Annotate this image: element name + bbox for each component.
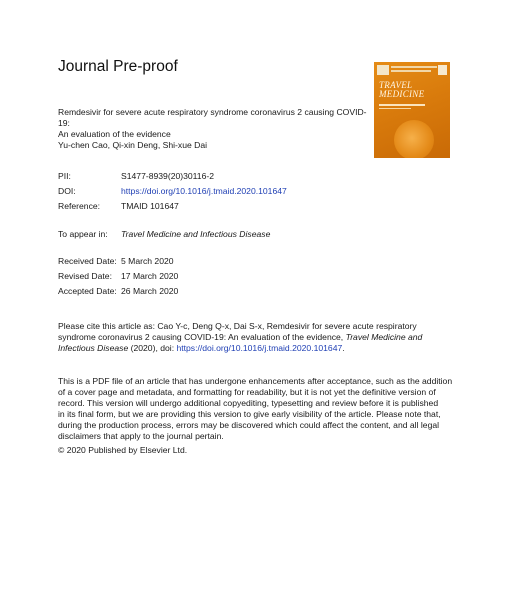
notice-line: of a cover page and metadata, and formatting for readability, but it is not yet the definitive version of [58,387,436,397]
copyright-notice: © 2020 Published by Elsevier Ltd. [58,445,188,455]
citation-journal: Infectious Disease [58,343,129,353]
pii-value: S1477-8939(20)30116-2 [121,171,215,181]
received-date-value: 5 March 2020 [121,256,174,266]
revised-date-label: Revised Date: [58,271,112,281]
journal-cover-thumbnail [374,62,450,158]
citation-line: Please cite this article as: Cao Y-c, Deng Q-x, Dai S-x, Remdesivir for severe acute respiratory [58,321,417,331]
pii-label: PII: [58,171,71,181]
notice-line: disclaimers that apply to the journal pertain. [58,431,224,441]
accepted-date-label: Accepted Date: [58,286,117,296]
citation-text: . [342,343,345,353]
elsevier-logo-icon [377,65,389,75]
journal-preproof-heading: Journal Pre-proof [58,58,178,75]
received-date-label: Received Date: [58,256,117,266]
appear-in-journal: Travel Medicine and Infectious Disease [121,229,271,239]
doi-label: DOI: [58,186,76,196]
citation-line [58,343,458,354]
article-authors: Yu-chen Cao, Qi-xin Deng, Shi-xue Dai [58,140,208,150]
article-title [58,107,378,140]
doi-link[interactable]: https://doi.org/10.1016/j.tmaid.2020.101647 [121,186,287,196]
notice-line: during the production process, errors may be discovered which could affect the content, and all legal [58,420,440,430]
notice-line: in its final form, but we are providing this version to give early visibility of the article. Please note that, [58,409,441,419]
cover-title-line1: TRAVEL [379,80,413,90]
cover-badge-icon [438,65,447,75]
citation-text: syndrome coronavirus 2 causing COVID-19: An evaluation of the evidence, [58,332,346,342]
citation-text: (2020), doi: [128,343,177,353]
reference-value: TMAID 101647 [121,201,179,211]
cover-title [379,81,424,99]
cover-decoration [391,70,431,72]
cover-circle-graphic [394,120,434,158]
article-title-line: An evaluation of the evidence [58,129,171,139]
citation-journal: Travel Medicine and [345,332,423,342]
cover-title-line2: MEDICINE [379,89,425,99]
accepted-date-value: 26 March 2020 [121,286,179,296]
citation-paragraph [58,321,458,354]
citation-doi-link[interactable]: https://doi.org/10.1016/j.tmaid.2020.101647 [176,343,343,353]
cover-decoration [379,108,411,109]
cover-decoration [379,104,425,106]
notice-line: This is a PDF file of an article that has undergone enhancements after acceptance, such as the addition [58,376,453,386]
revised-date-value: 17 March 2020 [121,271,179,281]
cover-decoration [391,66,437,68]
appear-in-label: To appear in: [58,229,108,239]
notice-line: record. This version will undergo additional copyediting, typesetting and review before it is published [58,398,439,408]
citation-line [58,332,458,343]
preproof-notice-paragraph [58,376,458,442]
article-title-line: Remdesivir for severe acute respiratory syndrome coronavirus 2 causing COVID-19: [58,107,367,128]
reference-label: Reference: [58,201,101,211]
